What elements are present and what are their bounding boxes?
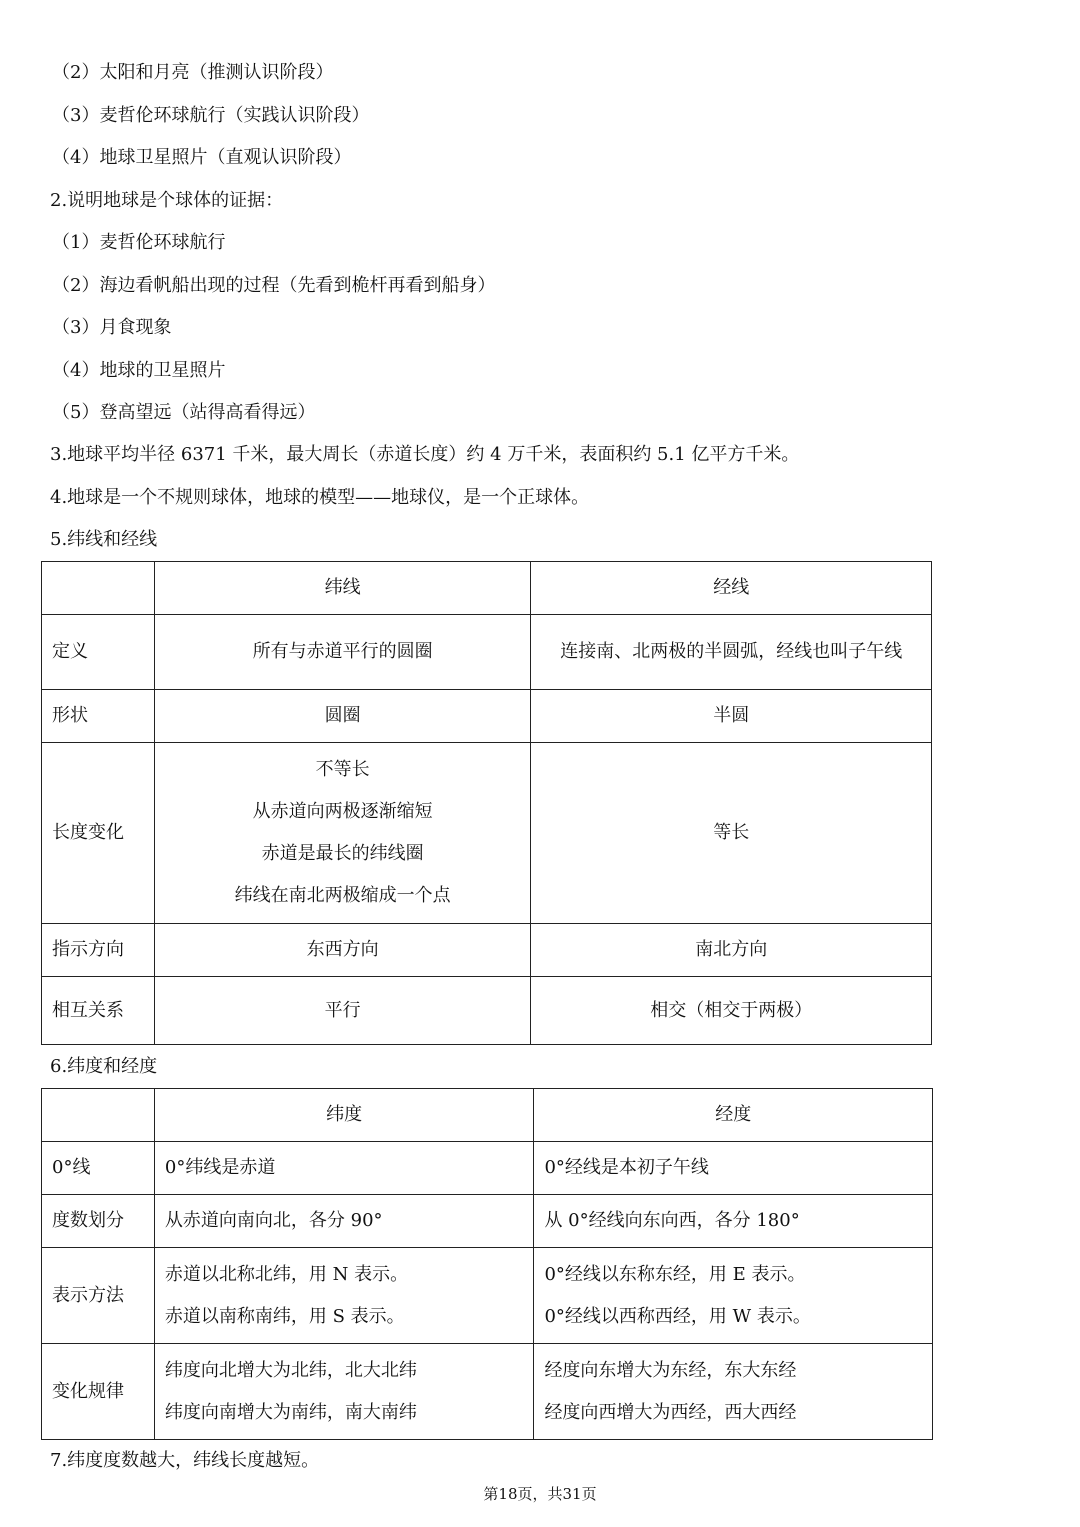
table-cell: 南北方向	[531, 924, 932, 977]
row-label: 指示方向	[42, 924, 155, 977]
row-label: 长度变化	[42, 743, 155, 924]
table-row	[42, 690, 932, 743]
parallels-meridians-table	[41, 561, 932, 1045]
header-cell-meridian: 经线	[531, 562, 932, 615]
table-cell: 平行	[154, 977, 531, 1045]
header-cell-latitude: 纬度	[154, 1089, 534, 1142]
header-cell	[42, 1089, 155, 1142]
table-row	[42, 1195, 933, 1248]
row-label: 度数划分	[42, 1195, 155, 1248]
table-cell: 所有与赤道平行的圆圈	[154, 615, 531, 690]
table-cell: 从 0°经线向东向西，各分 180°	[534, 1195, 933, 1248]
header-cell	[42, 562, 155, 615]
row-label: 表示方法	[42, 1248, 155, 1344]
text-line: （5）登高望远（站得高看得远）	[52, 402, 316, 423]
row-label: 0°线	[42, 1142, 155, 1195]
table-cell: 连接南、北两极的半圆弧，经线也叫子午线	[531, 615, 932, 690]
text-line: （4）地球的卫星照片	[52, 360, 226, 381]
latitude-longitude-table	[41, 1088, 933, 1440]
text-line: （1）麦哲伦环球航行	[52, 232, 226, 253]
cell-line: 不等长	[315, 759, 370, 780]
table-row	[42, 743, 932, 924]
header-cell-longitude: 经度	[534, 1089, 933, 1142]
table-row	[42, 562, 932, 615]
section-heading: 5.纬线和经线	[50, 529, 158, 550]
cell-line: 纬线在南北两极缩成一个点	[234, 885, 451, 906]
table-cell: 等长	[531, 743, 932, 924]
row-label: 形状	[42, 690, 155, 743]
table-cell-multiline	[154, 1248, 534, 1344]
cell-line: 经度向西增大为西经，西大西经	[544, 1401, 797, 1423]
table-row	[42, 1344, 933, 1440]
cell-line: 从赤道向两极逐渐缩短	[252, 801, 433, 822]
section-heading: 3.地球平均半径 6371 千米，最大周长（赤道长度）约 4 万千米，表面积约 5.1 亿平方千米。	[50, 444, 800, 465]
page-footer: 第18页，共31页	[483, 1485, 597, 1503]
table-cell-multiline	[534, 1344, 933, 1440]
row-label: 变化规律	[42, 1344, 155, 1440]
text-line: （4）地球卫星照片（直观认识阶段）	[52, 147, 352, 168]
table-row	[42, 615, 932, 690]
table-row	[42, 1142, 933, 1195]
table-row	[42, 1248, 933, 1344]
table-cell-multiline	[154, 1344, 534, 1440]
section-heading: 4.地球是一个不规则球体，地球的模型——地球仪，是一个正球体。	[50, 487, 590, 508]
section-heading: 2.说明地球是个球体的证据：	[50, 190, 284, 211]
table-cell: 0°经线是本初子午线	[534, 1142, 933, 1195]
cell-line: 赤道以南称南纬，用 S 表示。	[164, 1305, 405, 1327]
table-cell: 0°纬线是赤道	[154, 1142, 534, 1195]
table-cell: 从赤道向南向北，各分 90°	[154, 1195, 534, 1248]
row-label: 相互关系	[42, 977, 155, 1045]
section-heading: 6.纬度和经度	[50, 1056, 158, 1077]
table-row	[42, 977, 932, 1045]
cell-line: 经度向东增大为东经，东大东经	[544, 1359, 797, 1381]
cell-line: 0°经线以东称东经，用 E 表示。	[544, 1263, 806, 1285]
table-cell: 圆圈	[154, 690, 531, 743]
text-line: （2）海边看帆船出现的过程（先看到桅杆再看到船身）	[52, 275, 496, 296]
text-line: （3）月食现象	[52, 317, 172, 338]
table-cell: 半圆	[531, 690, 932, 743]
table-cell-multiline	[534, 1248, 933, 1344]
table-cell-multiline	[154, 743, 531, 924]
text-line: （2）太阳和月亮（推测认识阶段）	[52, 62, 334, 83]
cell-line: 0°经线以西称西经，用 W 表示。	[544, 1305, 811, 1327]
cell-line: 纬度向南增大为南纬，南大南纬	[164, 1401, 417, 1423]
cell-line: 赤道以北称北纬，用 N 表示。	[164, 1263, 409, 1285]
table-cell: 相交（相交于两极）	[531, 977, 932, 1045]
table-row	[42, 924, 932, 977]
table-cell: 东西方向	[154, 924, 531, 977]
header-cell-parallel: 纬线	[154, 562, 531, 615]
row-label: 定义	[42, 615, 155, 690]
text-line: （3）麦哲伦环球航行（实践认识阶段）	[52, 105, 370, 126]
table-row	[42, 1089, 933, 1142]
section-heading: 7.纬度度数越大，纬线长度越短。	[50, 1450, 320, 1471]
cell-line: 纬度向北增大为北纬，北大北纬	[164, 1359, 417, 1381]
cell-line: 赤道是最长的纬线圈	[261, 843, 424, 864]
